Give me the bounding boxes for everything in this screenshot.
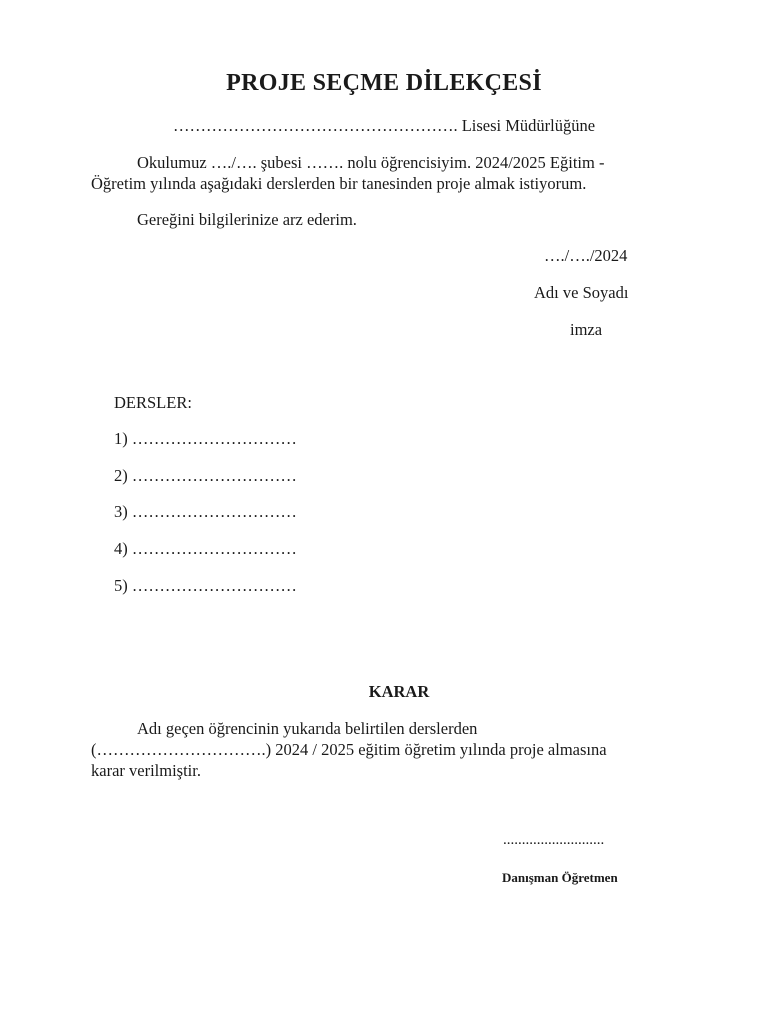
date-field: …./…./2024 [544,246,628,265]
advisor-label: Danışman Öğretmen [502,870,618,885]
courses-heading: DERSLER: [114,393,192,412]
course-item-5: 5) ………………………… [114,576,297,595]
document-title: PROJE SEÇME DİLEKÇESİ [226,70,542,96]
course-item-2: 2) ………………………… [114,466,297,485]
course-item-4: 4) ………………………… [114,539,297,558]
name-label: Adı ve Soyadı [534,283,629,302]
decision-line-1: Adı geçen öğrencinin yukarıda belirtilen derslerden [137,719,478,738]
decision-line-3: karar verilmiştir. [91,761,201,780]
decision-heading: KARAR [368,682,430,701]
advisor-signature-line: ........................... [503,832,605,848]
course-item-1: 1) ………………………… [114,429,297,448]
signature-label: imza [570,320,603,339]
addressee-line: ……………………………………………. Lisesi Müdürlüğüne [172,116,596,135]
decision-line-2: (………………………….) 2024 / 2025 eğitim öğretim yılında proje almasına [91,740,607,759]
request-line: Gereğini bilgilerinize arz ederim. [137,210,357,229]
intro-line-1: Okulumuz …./…. şubesi ……. nolu öğrencisiyim. 2024/2025 Eğitim - [137,153,605,172]
course-item-3: 3) ………………………… [114,502,297,521]
intro-line-2: Öğretim yılında aşağıdaki derslerden bir tanesinden proje almak istiyorum. [91,174,587,193]
